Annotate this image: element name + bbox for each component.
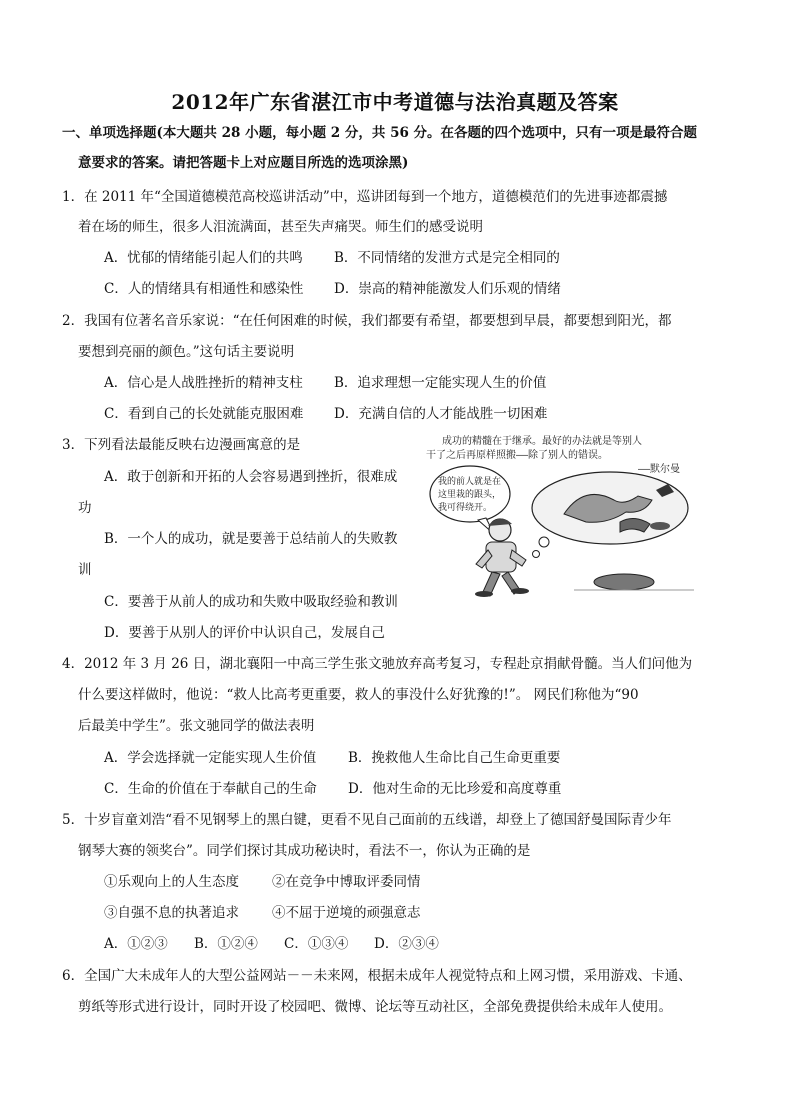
cartoon-author: ——默尔曼 <box>638 464 681 475</box>
cartoon-illustration <box>424 430 718 598</box>
page-title: 2012年广东省湛江市中考道德与法治真题及答案 <box>171 90 619 114</box>
bubble-text-3: 我可得绕开。 <box>438 503 493 513</box>
q5-stem: 5．十岁盲童刘浩“看不见钢琴上的黑白键，更看不见自己面前的五线谱，却登上了德国舒曼国际青少年 <box>62 812 672 828</box>
q3-option-a-cont: 功 <box>78 500 92 516</box>
q1-stem: 1．在 2011 年“全国道德模范高校巡讲活动”中，巡讲团每到一个地方，道德模范们的先进事迹都震撼 <box>62 189 668 205</box>
rock <box>594 574 654 590</box>
q1-option-d: D．崇高的精神能激发人们乐观的情绪 <box>334 281 561 297</box>
q5-option-a: A．①②③ <box>104 936 168 952</box>
cartoon-caption-1: 成功的精髓在于继承。最好的办法就是等别人 <box>442 436 642 447</box>
q6-stem-cont: 剪纸等形式进行设计，同时开设了校园吧、微博、论坛等互动社区，全部免费提供给未成年人使用。 <box>78 999 672 1015</box>
section-heading-cont: 意要求的答案。请把答题卡上对应题目所选的选项涂黑) <box>78 155 409 171</box>
q3-option-b: B．一个人的成功，就是要善于总结前人的失败教 <box>104 531 398 547</box>
q4-option-d: D．他对生命的无比珍爱和高度尊重 <box>348 781 562 797</box>
q5-option-d: D．②③④ <box>374 936 439 952</box>
q1-option-a: A．忧郁的情绪能引起人们的共鸣 <box>104 250 303 266</box>
q3-option-b-cont: 训 <box>78 562 92 578</box>
q5-item-1: ①乐观向上的人生态度 <box>104 874 239 890</box>
q1-option-b: B．不同情绪的发泄方式是完全相同的 <box>334 250 560 266</box>
section-heading: 一、单项选择题(本大题共 28 小题，每小题 2 分，共 56 分。在各题的四个选项中，只有一项是最符合题 <box>62 125 698 141</box>
cartoon-caption-2: 干了之后再原样照搬——除了别人的错误。 <box>426 450 609 461</box>
q3-option-d: D．要善于从别人的评价中认识自己，发展自己 <box>104 625 385 641</box>
q4-option-b: B．挽救他人生命比自己生命更重要 <box>348 750 561 766</box>
q2-option-a: A．信心是人战胜挫折的精神支柱 <box>104 375 303 391</box>
q5-stem-cont: 钢琴大赛的领奖台”。同学们探讨其成功秘诀时，看法不一，你认为正确的是 <box>78 843 531 859</box>
q5-item-3: ③自强不息的执著追求 <box>104 905 239 921</box>
q4-option-c: C．生命的价值在于奉献自己的生命 <box>104 781 317 797</box>
q5-item-4: ④不屈于逆境的顽强意志 <box>272 905 421 921</box>
q5-option-c: C．①③④ <box>284 936 349 952</box>
q3-option-a: A．敢于创新和开拓的人会容易遇到挫折，很难成 <box>104 469 398 485</box>
q2-stem: 2．我国有位著名音乐家说：“在任何困难的时候，我们都要有希望，都要想到早晨，都要想到阳光，都 <box>62 313 672 329</box>
q5-item-2: ②在竞争中博取评委同情 <box>272 874 421 890</box>
bubble-text-1: 我的前人就是在 <box>438 477 502 487</box>
q2-option-b: B．追求理想一定能实现人生的价值 <box>334 375 547 391</box>
walking-man <box>475 518 529 597</box>
q1-option-c: C．人的情绪具有相通性和感染性 <box>104 281 304 297</box>
thought-cloud <box>532 472 688 558</box>
q4-stem-cont-2: 后最美中学生”。张文驰同学的做法表明 <box>78 718 315 734</box>
q5-option-b: B．①②④ <box>194 936 258 952</box>
q3-option-c: C．要善于从前人的成功和失败中吸取经验和教训 <box>104 594 398 610</box>
q3-stem: 3．下列看法最能反映右边漫画寓意的是 <box>62 437 301 453</box>
q2-option-d: D．充满自信的人才能战胜一切困难 <box>334 406 548 422</box>
q4-stem-cont: 什么要这样做时，他说：“救人比高考更重要，救人的事没什么好犹豫的!”。 网民们称他为“90 <box>78 687 639 703</box>
q4-stem: 4．2012 年 3 月 26 日，湖北襄阳一中高三学生张文驰放弃高考复习，专程赴京捐献骨髓。当人们问他为 <box>62 656 693 672</box>
q2-stem-cont: 要想到亮丽的颜色。”这句话主要说明 <box>78 344 295 360</box>
q4-option-a: A．学会选择就一定能实现人生价值 <box>104 750 317 766</box>
q6-stem: 6．全国广大未成年人的大型公益网站－－未来网，根据未成年人视觉特点和上网习惯，采用游戏、卡通、 <box>62 968 692 984</box>
q1-stem-cont: 着在场的师生，很多人泪流满面，甚至失声痛哭。师生们的感受说明 <box>78 219 483 235</box>
q2-option-c: C．看到自己的长处就能克服困难 <box>104 406 304 422</box>
bubble-text-2: 这里栽的跟头， <box>438 490 502 500</box>
